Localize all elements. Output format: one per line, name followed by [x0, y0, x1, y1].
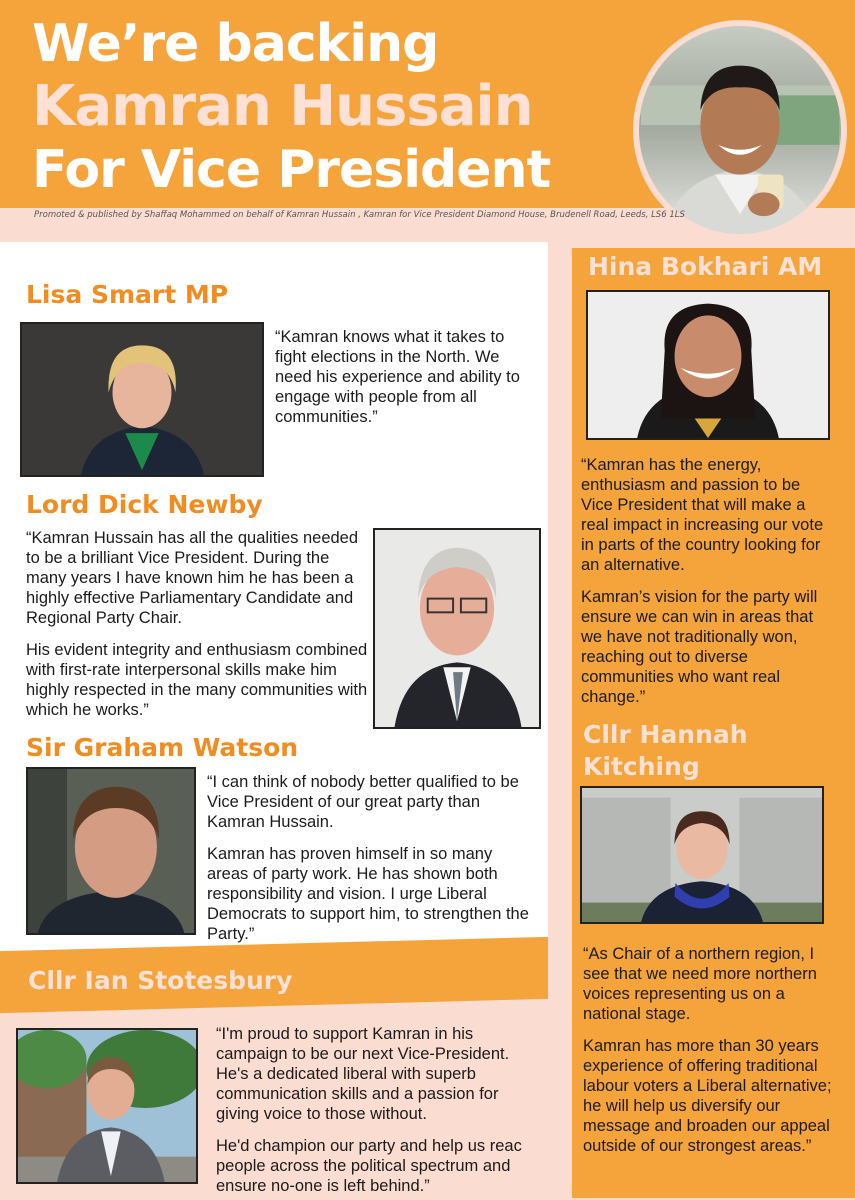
quote-graham-watson: “I can think of nobody better qualified to be Vice President of our great party than Kamran Hussain. Kamran has proven himself in so many areas of party work. He has shown both responsibility and vision. I urge Liberal Democrats to support him, to strengthen the Party.” [207, 773, 529, 943]
candidate-photo [633, 20, 847, 240]
headline-line3: For Vice President [32, 140, 551, 200]
endorser-name-hina-bokhari: Hina Bokhari AM [588, 252, 823, 281]
quote-ian-stotesbury: “I'm proud to support Kamran in his campaign to be our next Vice-President. He's a dedicated liberal with superb communication skills and a passion for giving voice to those without. He'd champion our party and help us reac people across the political spectrum and ensure no-one is left behind.” [216, 1025, 522, 1195]
quote-lisa-smart: “Kamran knows what it takes to fight elections in the North. We need his experience and ability to engage with people from all communities.” [275, 328, 520, 426]
quote-hina-bokhari: “Kamran has the energy, enthusiasm and passion to be Vice President that will make a real impact in increasing our vote in parts of the country looking for an alternative. Kamran’s vision for the party will ensure we can win in areas that we have not traditionally won, reaching out to diverse communities who want real change.” [581, 456, 824, 706]
photo-hannah-kitching [580, 786, 824, 924]
endorser-name-ian-stotesbury: Cllr Ian Stotesbury [28, 966, 293, 995]
endorser-name-graham-watson: Sir Graham Watson [26, 733, 299, 762]
headline-candidate-name: Kamran Hussain [32, 74, 533, 139]
quote-dick-newby: “Kamran Hussain has all the qualities needed to be a brilliant Vice President. During the many years I have known him he has been a highly effective Parliamentary Candidate and Regional Party Chair. His evident integrity and enthusiasm combined with first-rate interpersonal skills make him highly respected in the many communities with which he works.” [26, 529, 368, 719]
photo-ian-stotesbury [16, 1028, 198, 1184]
endorser-name-hannah-kitching-line1: Cllr Hannah [583, 720, 748, 749]
candidate-portrait-image [639, 26, 841, 234]
endorser-name-hannah-kitching-line2: Kitching [583, 752, 700, 781]
endorser-name-dick-newby: Lord Dick Newby [26, 490, 263, 519]
photo-lisa-smart [20, 322, 264, 477]
headline-line1: We’re backing [32, 14, 439, 74]
quote-hannah-kitching: “As Chair of a northern region, I see that we need more northern voices representing us on a national stage. Kamran has more than 30 years experience of offering traditional labour voters a Liberal alternative; he will help us diversify our message and broaden our appeal outside of our strongest areas.” [583, 945, 832, 1155]
photo-hina-bokhari [586, 290, 830, 440]
promoted-by-imprint: Promoted & published by Shaffaq Mohammed on behalf of Kamran Hussain , Kamran for Vice President Diamond House, Brudenell Road, Leeds, LS6 1LS [34, 210, 685, 220]
photo-graham-watson [26, 767, 196, 935]
endorser-name-lisa-smart: Lisa Smart MP [26, 280, 229, 309]
photo-dick-newby [373, 528, 541, 729]
